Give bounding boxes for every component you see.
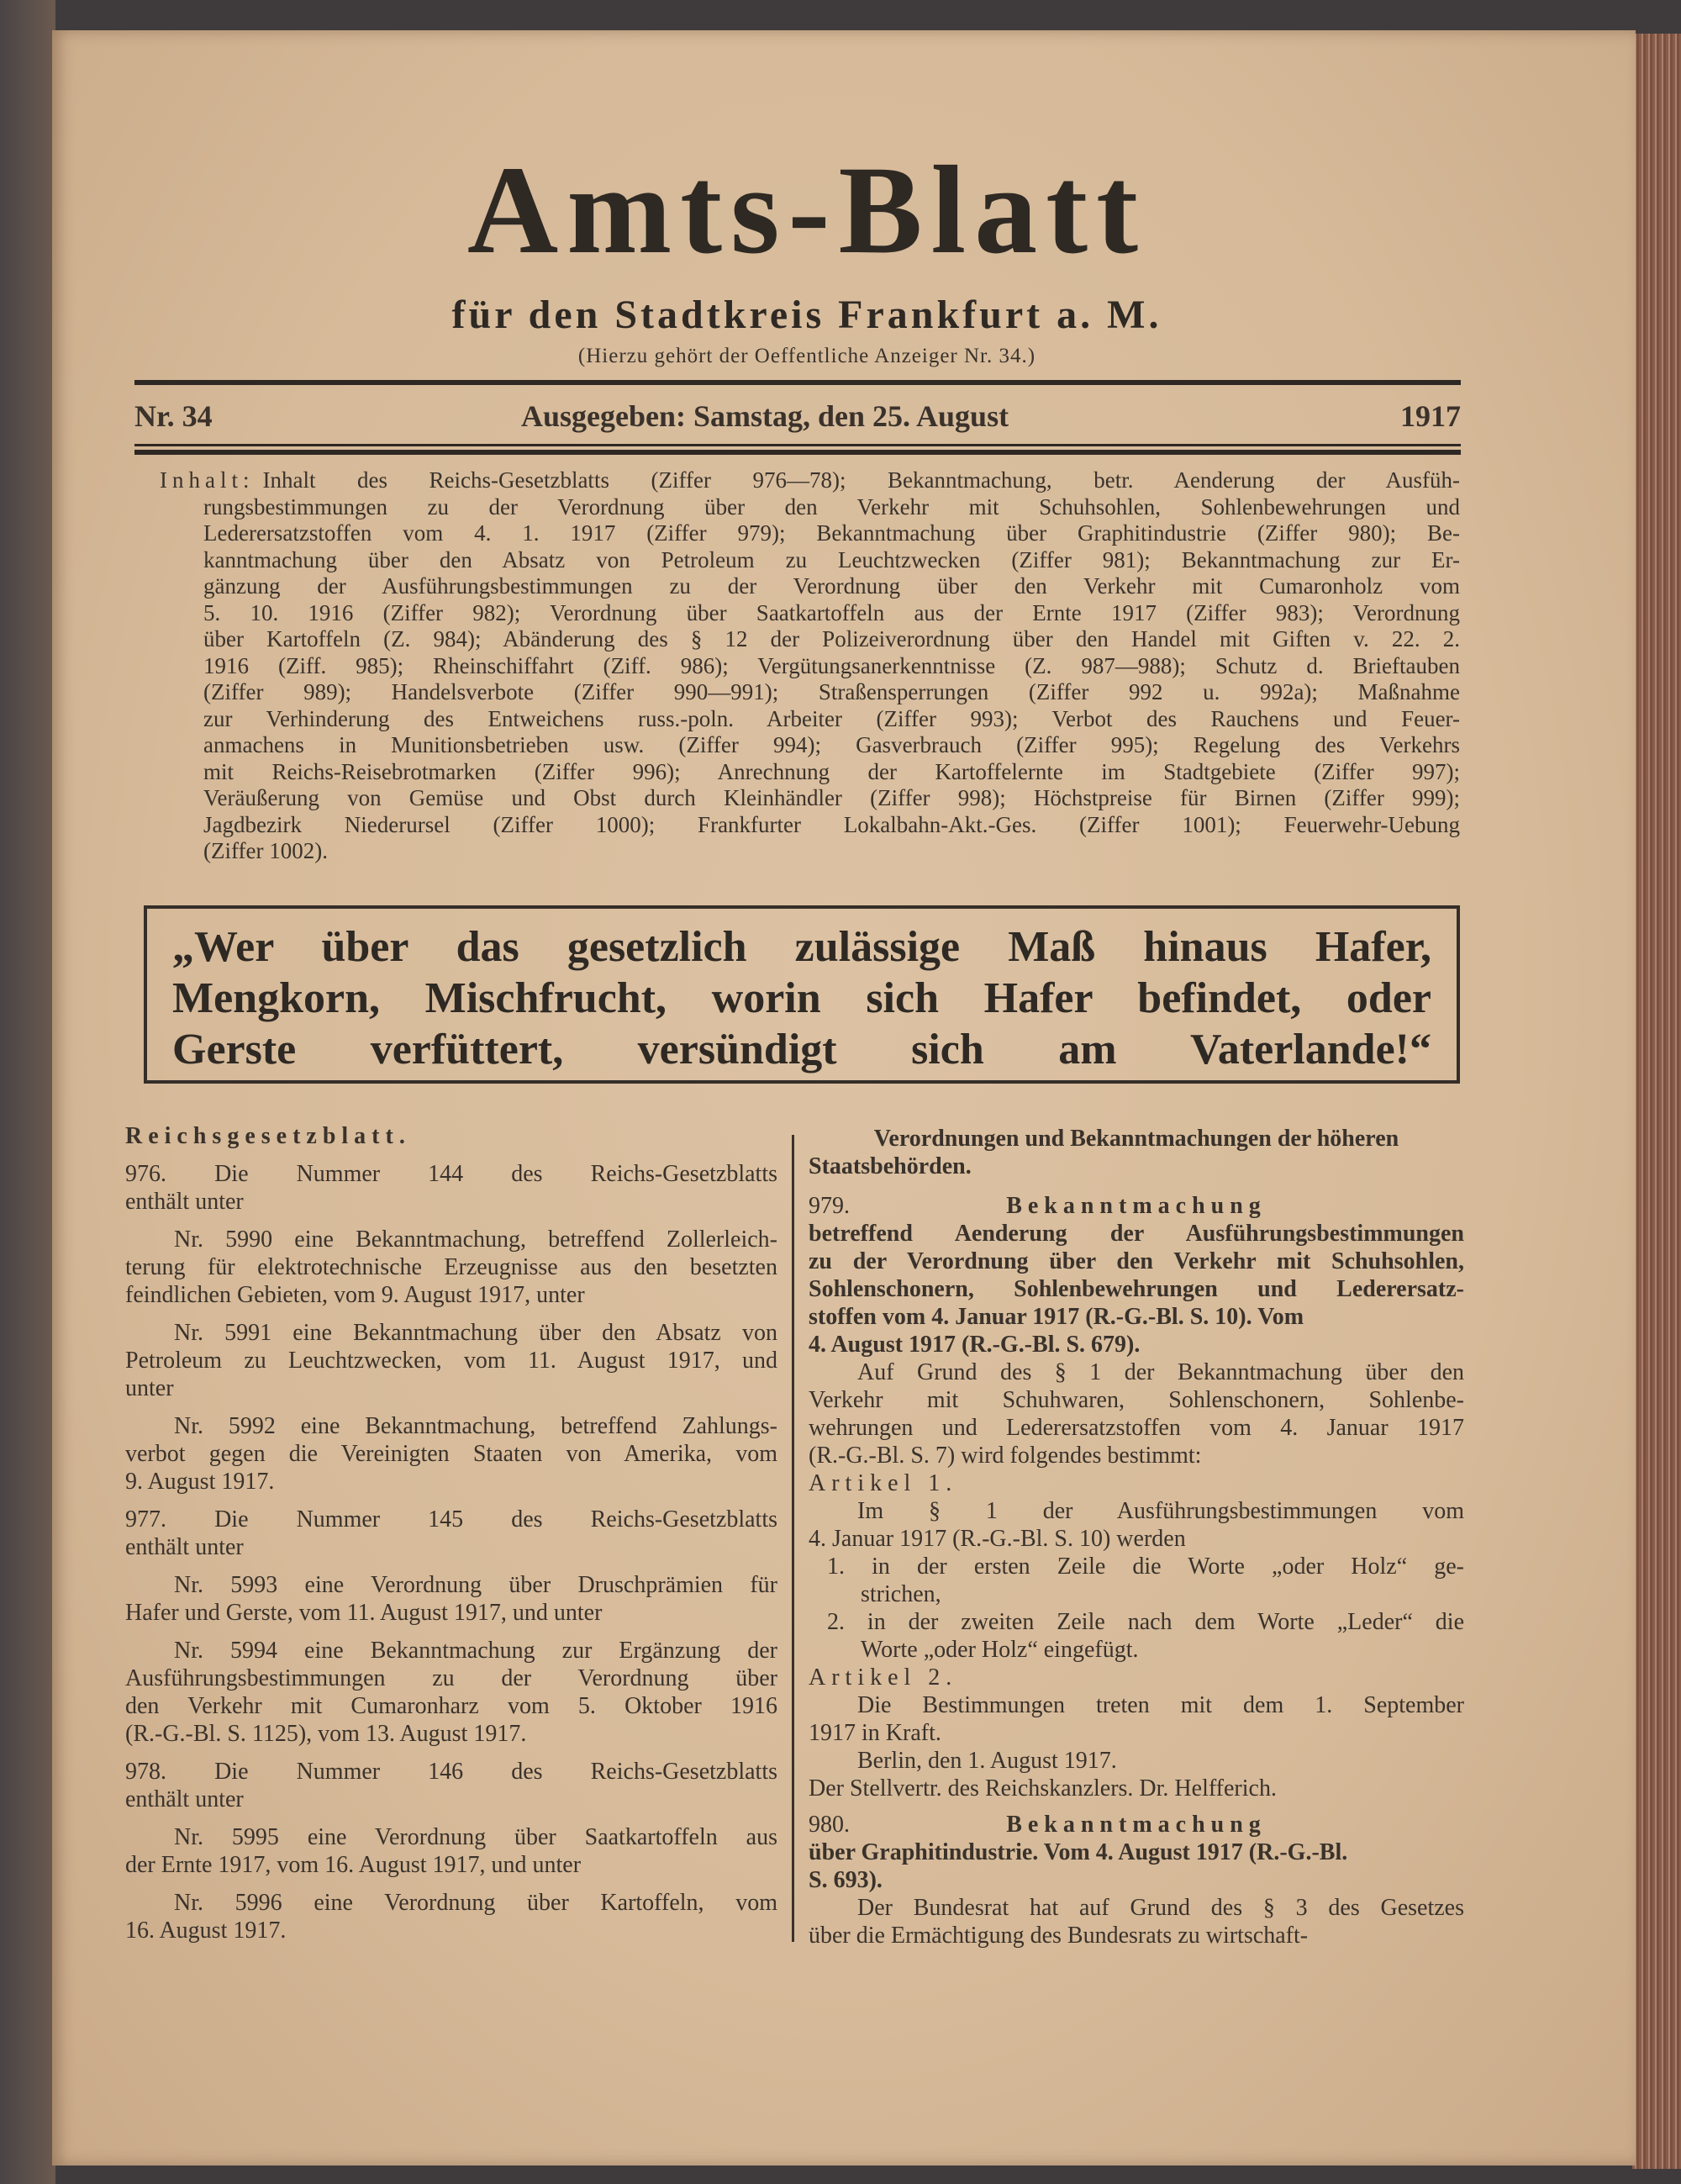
- text-line: 4. Januar 1917 (R.-G.-Bl. S. 10) werden: [809, 1526, 1186, 1552]
- article-block-para: [809, 1775, 1464, 1802]
- article-block-para: [125, 1160, 777, 1216]
- article-block-indent: [125, 1637, 777, 1748]
- contents-line: [160, 467, 1460, 494]
- text-line: 4. August 1917 (R.-G.-Bl. S. 679).: [809, 1332, 1141, 1358]
- text-line: Nr. 5991 eine Bekanntmachung über den Absatz von: [174, 1320, 777, 1346]
- text-line: unter: [125, 1375, 174, 1401]
- column-heading: Staatsbehörden.: [809, 1153, 972, 1179]
- contents-line: über Kartoffeln (Z. 984); Abänderung des § 12 der Polizeiverordnung über den Handel mit Giften v. 22. 2.: [203, 626, 1460, 652]
- article-block-indent: [809, 1497, 1464, 1553]
- left-column: [125, 1122, 777, 1944]
- article-block-item: [809, 1608, 1464, 1664]
- article-block-indent: [125, 1412, 777, 1496]
- text-line: Hafer und Gerste, vom 11. August 1917, und unter: [125, 1600, 603, 1626]
- section-number: 980.: [809, 1812, 850, 1838]
- column-heading: Verordnungen und Bekanntmachungen der höheren: [873, 1126, 1399, 1152]
- text-line: wehrungen und Lederersatzstoffen vom 4. Januar 1917: [809, 1415, 1464, 1441]
- text-line: Nr. 5996 eine Verordnung über Kartoffeln, vom: [174, 1890, 777, 1916]
- contents-line: gänzung der Ausführungsbestimmungen zu der Verordnung über den Verkehr mit Cumaronholz vom: [203, 573, 1460, 599]
- page-edges: [1632, 34, 1681, 2169]
- article-block-indent: [125, 1226, 777, 1309]
- text-line: verbot gegen die Vereinigten Staaten von Amerika, vom: [125, 1441, 777, 1467]
- text-line: (R.-G.-Bl. S. 7) wird folgendes bestimmt:: [809, 1443, 1202, 1469]
- notice-box: [144, 905, 1460, 1084]
- top-rule: [134, 380, 1461, 385]
- text-line: über die Ermächtigung des Bundesrats zu wirtschaft-: [809, 1923, 1309, 1949]
- section-title: Bekanntmachung: [1006, 1812, 1267, 1838]
- text-line: 9. August 1917.: [125, 1469, 275, 1495]
- text-line: Sohlenschonern, Sohlenbewehrungen und Lederersatz-: [809, 1276, 1464, 1302]
- bottom-rule-thin: [134, 444, 1461, 446]
- text-line: enthält unter: [125, 1189, 244, 1215]
- article-block-indent: [809, 1691, 1464, 1747]
- article-block-indent: [125, 1823, 777, 1879]
- text-line: Artikel 2.: [809, 1664, 958, 1691]
- text-line: stoffen vom 4. Januar 1917 (R.-G.-Bl. S. 10). Vom: [809, 1304, 1304, 1330]
- text-line: enthält unter: [125, 1534, 244, 1560]
- text-line: enthält unter: [125, 1786, 244, 1812]
- text-line: Berlin, den 1. August 1917.: [857, 1748, 1117, 1774]
- text-line: den Verkehr mit Cumaronharz vom 5. Oktober 1916: [125, 1693, 777, 1719]
- section-number: 979.: [809, 1193, 850, 1219]
- text-line: 16. August 1917.: [125, 1918, 287, 1944]
- article-block-heading: [809, 1125, 1464, 1180]
- section-title: Bekanntmachung: [1006, 1193, 1267, 1219]
- table-of-contents: [160, 467, 1460, 865]
- text-line: Ausführungsbestimmungen zu der Verordnung über: [125, 1665, 777, 1691]
- text-line: 978. Die Nummer 146 des Reichs-Gesetzblatts: [125, 1759, 777, 1785]
- text-line: 1917 in Kraft.: [809, 1720, 941, 1746]
- article-block-indent: [125, 1571, 777, 1627]
- article-block-boldcenter: [809, 1331, 1464, 1358]
- contents-line: Lederersatzstoffen vom 4. 1. 1917 (Ziffer 979); Bekanntmachung über Graphitindustrie (Ziffer 980); Be-: [203, 520, 1460, 546]
- article-block-para: [125, 1758, 777, 1813]
- article-block-indent: [125, 1319, 777, 1402]
- contents-line: Jagdbezirk Niederursel (Ziffer 1000); Frankfurter Lokalbahn-Akt.-Ges. (Ziffer 1001); Feuerwehr-Uebung: [203, 811, 1460, 837]
- issue-line: [134, 397, 1461, 435]
- masthead-note: (Hierzu gehört der Oeffentliche Anzeiger Nr. 34.): [577, 345, 1036, 367]
- article-block-indent: [809, 1747, 1464, 1775]
- contents-line: (Ziffer 1002).: [203, 838, 328, 863]
- article-block-numhead: [809, 1192, 1464, 1220]
- contents-line: mit Reichs-Reisebrotmarken (Ziffer 996); Anrechnung der Kartoffelernte im Stadtgebiete (Ziffer 997);: [203, 758, 1460, 784]
- article-block-indent: [125, 1889, 777, 1944]
- text-line: (R.-G.-Bl. S. 1125), vom 13. August 1917.: [125, 1721, 527, 1747]
- text-line: Der Bundesrat hat auf Grund des § 3 des Gesetzes: [857, 1895, 1464, 1921]
- issue-number: Nr. 34: [134, 399, 213, 433]
- article-block-item: [809, 1553, 1464, 1608]
- bottom-rule-thick: [134, 450, 1461, 455]
- article-block-boldpara: [809, 1220, 1464, 1331]
- contents-line: Veräußerung von Gemüse und Obst durch Kleinhändler (Ziffer 998); Höchstpreise für Birnen (Ziffer 999);: [203, 785, 1460, 810]
- notice-line: „Wer über das gesetzlich zulässige Maß hinaus Hafer,: [172, 923, 1431, 971]
- text-line: zu der Verordnung über den Verkehr mit Schuhsohlen,: [809, 1248, 1464, 1274]
- column-divider: [792, 1135, 794, 1942]
- text-line: 977. Die Nummer 145 des Reichs-Gesetzblatts: [125, 1506, 777, 1532]
- contents-line: 5. 10. 1916 (Ziffer 982); Verordnung über Saatkartoffeln aus der Ernte 1917 (Ziffer 983); Verordnung: [203, 599, 1460, 625]
- article-block-indent: [809, 1358, 1464, 1469]
- text-line: der Ernte 1917, vom 16. August 1917, und unter: [125, 1852, 582, 1878]
- text-line: Nr. 5992 eine Bekanntmachung, betreffend Zahlungs-: [174, 1413, 777, 1439]
- text-line: 1. in der ersten Zeile die Worte „oder Holz“ ge-: [827, 1554, 1464, 1580]
- right-column: [809, 1125, 1464, 1949]
- notice-line: Gerste verfüttert, versündigt sich am Vaterlande!“: [172, 1026, 1431, 1074]
- article-block-heading: [125, 1122, 777, 1150]
- text-line: Nr. 5990 eine Bekanntmachung, betreffend Zollerleich-: [174, 1227, 777, 1253]
- notice-line: Mengkorn, Mischfrucht, worin sich Hafer befindet, oder: [172, 974, 1431, 1022]
- article-block-spaced: [809, 1469, 1464, 1497]
- article-block-numhead: [809, 1811, 1464, 1838]
- article-block-spaced: [809, 1664, 1464, 1691]
- text-line: Der Stellvertr. des Reichskanzlers. Dr. Helfferich.: [809, 1775, 1277, 1802]
- text-line: Die Bestimmungen treten mit dem 1. September: [857, 1692, 1464, 1718]
- text-line: Im § 1 der Ausführungsbestimmungen vom: [857, 1498, 1464, 1524]
- text-line: Nr. 5995 eine Verordnung über Saatkartoffeln aus: [174, 1824, 777, 1850]
- contents-label: Inhalt:: [160, 467, 255, 493]
- contents-text: Inhalt des Reichs-Gesetzblatts (Ziffer 976—78); Bekanntmachung, betr. Aenderung der Ausfüh-: [262, 467, 1460, 493]
- article-block-boldcenter: [809, 1866, 1464, 1894]
- text-line: über Graphitindustrie. Vom 4. August 1917 (R.-G.-Bl.: [809, 1839, 1348, 1865]
- column-heading: Reichsgesetzblatt.: [125, 1123, 411, 1149]
- masthead-subtitle: für den Stadtkreis Frankfurt a. M.: [451, 293, 1162, 337]
- contents-line: anmachens in Munitionsbetrieben usw. (Ziffer 994); Gasverbrauch (Ziffer 995); Regelung des Verkehrs: [203, 732, 1460, 757]
- article-block-para: [125, 1506, 777, 1561]
- contents-line: zur Verhinderung des Entweichens russ.-poln. Arbeiter (Ziffer 993); Verbot des Rauchens und Feuer-: [203, 705, 1460, 731]
- text-line: strichen,: [861, 1581, 941, 1607]
- text-line: 2. in der zweiten Zeile nach dem Worte „Leder“ die: [827, 1609, 1464, 1635]
- contents-line: 1916 (Ziff. 985); Rheinschiffahrt (Ziff. 986); Vergütungsanerkenntnisse (Z. 987—988); Schutz d. Brieftauben: [203, 652, 1460, 678]
- text-line: Auf Grund des § 1 der Bekanntmachung über den: [857, 1359, 1464, 1385]
- section-heading: [809, 1192, 1464, 1220]
- issue-year: 1917: [1400, 399, 1461, 433]
- contents-line: rungsbestimmungen zu der Verordnung über den Verkehr mit Schuhsohlen, Sohlenbewehrungen und: [203, 493, 1460, 520]
- text-line: 976. Die Nummer 144 des Reichs-Gesetzblatts: [125, 1161, 777, 1187]
- article-block-boldpara: [809, 1838, 1464, 1866]
- text-line: Verkehr mit Schuhwaren, Sohlenschonern, Sohlenbe-: [809, 1387, 1464, 1413]
- text-line: S. 693).: [809, 1867, 883, 1893]
- text-line: Artikel 1.: [809, 1470, 958, 1496]
- text-line: Nr. 5993 eine Verordnung über Druschprämien für: [174, 1572, 777, 1598]
- contents-line: (Ziffer 989); Handelsverbote (Ziffer 990—991); Straßensperrungen (Ziffer 992 u. 992a); Maßnahme: [203, 679, 1460, 704]
- masthead-title: Amts-Blatt: [466, 140, 1147, 280]
- article-block-indent: [809, 1894, 1464, 1949]
- text-line: betreffend Aenderung der Ausführungsbestimmungen: [809, 1221, 1464, 1247]
- text-line: terung für elektrotechnische Erzeugnisse aus den besetzten: [125, 1254, 777, 1280]
- text-line: Petroleum zu Leuchtzwecken, vom 11. August 1917, und: [125, 1348, 777, 1374]
- section-heading: [809, 1811, 1464, 1838]
- text-line: Nr. 5994 eine Bekanntmachung zur Ergänzung der: [174, 1638, 777, 1664]
- issue-date: Ausgegeben: Samstag, den 25. August: [521, 399, 1009, 433]
- contents-line: kanntmachung über den Absatz von Petroleum zu Leuchtzwecken (Ziffer 981); Bekanntmachung zur Er-: [203, 546, 1460, 572]
- text-line: feindlichen Gebieten, vom 9. August 1917, unter: [125, 1282, 585, 1308]
- text-line: Worte „oder Holz“ eingefügt.: [861, 1637, 1139, 1663]
